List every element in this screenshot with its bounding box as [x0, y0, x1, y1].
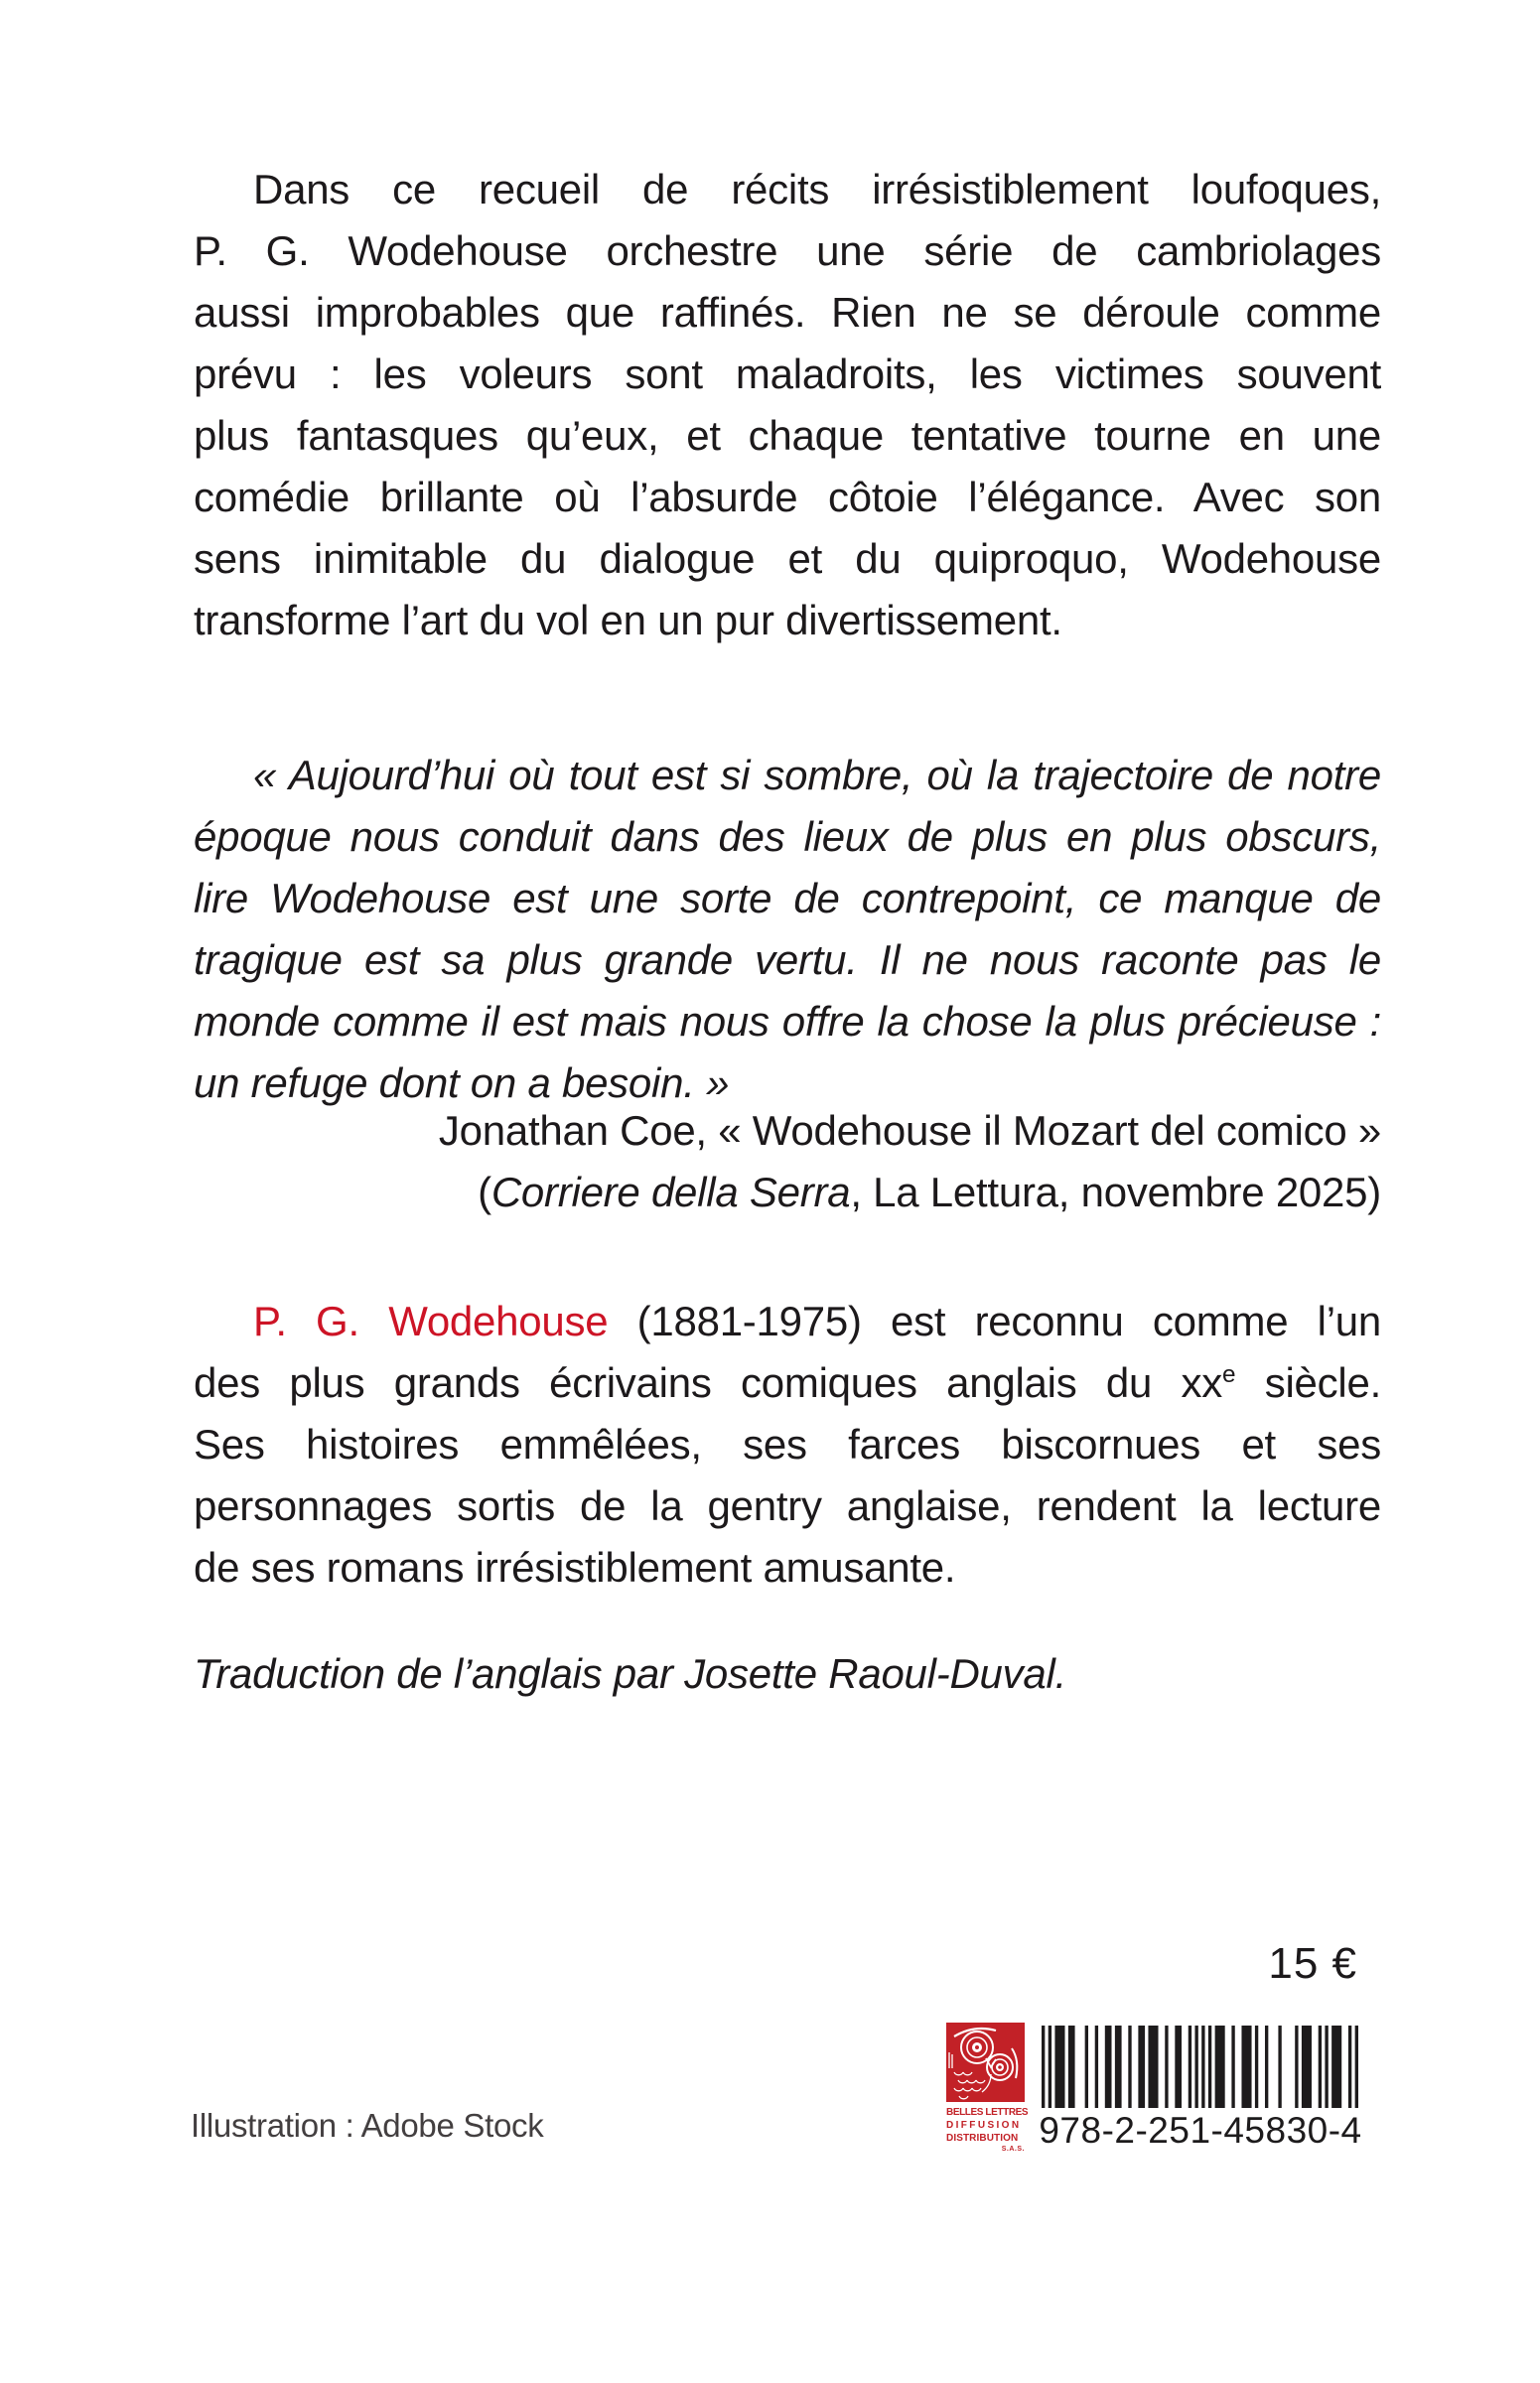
bio-line: de ses romans irrésistiblement amusante.: [194, 1544, 956, 1591]
publisher-name-line: DISTRIBUTION: [946, 2133, 1019, 2144]
attribution-source-rest: , La Lettura, novembre 2025): [850, 1169, 1381, 1215]
quote-line: un refuge dont on a besoin. »: [194, 1059, 730, 1106]
author-name-red: P. G. Wodehouse: [253, 1298, 609, 1344]
publisher-logo: [946, 2023, 1025, 2102]
translator-note: Traduction de l’anglais par Josette Raoul-Duval.: [194, 1650, 1067, 1697]
synopsis-line: sens inimitable du dialogue et du quiproquo, Wodehouse: [194, 535, 1381, 582]
ean13-barcode-icon: [1042, 2026, 1358, 2108]
synopsis-line: P. G. Wodehouse orchestre une série de cambriolages: [194, 227, 1381, 274]
bio-line: personnages sortis de la gentry anglaise, rendent la lecture: [194, 1482, 1381, 1529]
synopsis-line: prévu : les voleurs sont maladroits, les victimes souvent: [194, 350, 1381, 397]
century-superscript: e: [1222, 1361, 1236, 1388]
quote-attribution: [194, 1100, 1381, 1223]
synopsis-paragraph: [194, 159, 1381, 651]
synopsis-line: plus fantasques qu’eux, et chaque tentative tourne en une: [194, 412, 1381, 459]
synopsis-line: Dans ce recueil de récits irrésistiblement loufoques,: [253, 166, 1381, 212]
bio-line2-pre: des plus grands écrivains comiques anglais du xx: [194, 1359, 1222, 1406]
price-label: 15 €: [1268, 1939, 1357, 1988]
synopsis-line: transforme l’art du vol en un pur divertissement.: [194, 597, 1062, 643]
synopsis-line: aussi improbables que raffinés. Rien ne se déroule comme: [194, 289, 1381, 336]
synopsis-line: comédie brillante où l’absurde côtoie l’élégance. Avec son: [194, 474, 1381, 520]
bio-line: [194, 1352, 1381, 1414]
publisher-name-line: BELLES LETTRES: [946, 2107, 1029, 2118]
ean-barcode: [1042, 2026, 1358, 2108]
quote-line: époque nous conduit dans des lieux de plus en plus obscurs,: [194, 813, 1381, 860]
attribution-paren: (: [478, 1169, 491, 1215]
attribution-source-line: [194, 1162, 1381, 1223]
quote-line: monde comme il est mais nous offre la chose la plus précieuse :: [194, 998, 1381, 1045]
bio-line2-post: siècle.: [1235, 1359, 1382, 1406]
review-quote: [194, 745, 1381, 1114]
author-bio: [194, 1291, 1381, 1599]
publisher-name-line: DIFFUSION: [946, 2120, 1022, 2131]
bio-line: [194, 1291, 1381, 1352]
quote-line: « Aujourd’hui où tout est si sombre, où la trajectoire de notre: [253, 752, 1381, 798]
quote-line: lire Wodehouse est une sorte de contrepoint, ce manque de: [194, 875, 1381, 921]
isbn-number: 978-2-251-45830-4: [1039, 2110, 1362, 2151]
quote-line: tragique est sa plus grande vertu. Il ne nous raconte pas le: [194, 936, 1381, 983]
publisher-name-block: [946, 2106, 1029, 2154]
attribution-author-line: Jonathan Coe, « Wodehouse il Mozart del comico »: [438, 1107, 1381, 1154]
owl-icon: [946, 2023, 1025, 2102]
publisher-name-line: S.A.S.: [1001, 2146, 1025, 2153]
illustration-credit: Illustration : Adobe Stock: [191, 2107, 544, 2144]
attribution-source-title: Corriere della Serra: [490, 1169, 851, 1215]
bio-line: Ses histoires emmêlées, ses farces biscornues et ses: [194, 1421, 1381, 1468]
bio-line1-rest: (1881-1975) est reconnu comme l’un: [608, 1298, 1382, 1344]
